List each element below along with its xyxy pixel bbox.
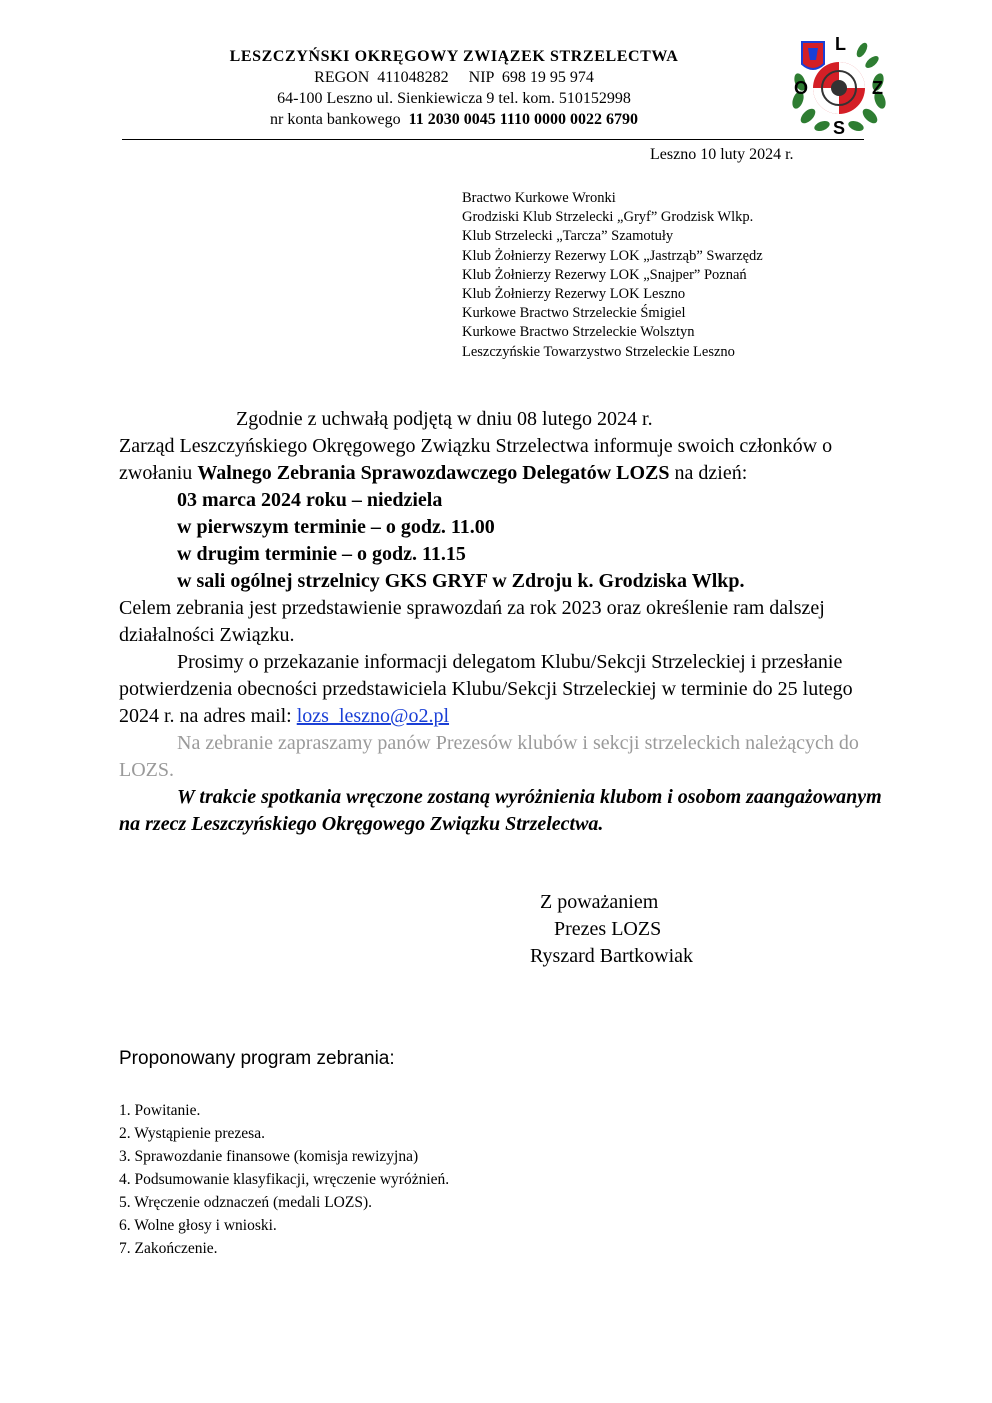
logo-letter-l: L: [835, 34, 846, 54]
announcement-start: Zarząd Leszczyńskiego Okręgowego Związku Strzelectwa informuje swoich członków o zwołaniu: [119, 435, 833, 484]
letterhead: [120, 46, 788, 130]
recipient: Klub Żołnierzy Rezerwy LOK Leszno: [462, 286, 686, 303]
request-text: Prosimy o przekazanie informacji delegatom Klubu/Sekcji Strzeleckiej i przesłanie potwierdzenia obecności przedstawiciela Klubu/Sekcji Strzeleckiej w terminie do 25 lutego 2024 r. na adres mail:: [119, 651, 853, 727]
program-list: [119, 1099, 449, 1260]
letter-date: Leszno 10 luty 2024 r.: [650, 146, 794, 163]
bank-account: [120, 109, 788, 130]
second-term: w drugim terminie – o godz. 11.15: [177, 543, 466, 565]
program-item: 5. Wręczenie odznaczeń (medali LOZS).: [119, 1194, 372, 1211]
program-title: Proponowany program zebrania:: [119, 1048, 395, 1069]
recipient: Bractwo Kurkowe Wronki: [462, 190, 616, 206]
signature-role: Prezes LOZS: [554, 918, 662, 940]
program-item: 4. Podsumowanie klasyfikacji, wręczenie wyróżnień.: [119, 1171, 450, 1188]
recipient: Klub Żołnierzy Rezerwy LOK „Jastrząb” Swarzędz: [462, 247, 763, 264]
program-item: 3. Sprawozdanie finansowe (komisja rewizyjna): [119, 1148, 419, 1165]
lozs-logo: [786, 34, 892, 138]
org-address: 64-100 Leszno ul. Sienkiewicza 9 tel. kom. 510152998: [277, 90, 631, 107]
recipient: Klub Żołnierzy Rezerwy LOK „Snajper” Poznań: [462, 266, 747, 283]
signature-block: [530, 889, 693, 970]
awards-paragraph: W trakcie spotkania wręczone zostaną wyróżnienia klubom i osobom zaangażowanym na rzecz Leszczyńskiego Okręgowego Związku Strzelectwa.: [119, 786, 882, 835]
bank-number: 11 2030 0045 1110 0000 0022 6790: [408, 111, 638, 128]
request-paragraph: [119, 649, 889, 730]
program-item: 6. Wolne głosy i wnioski.: [119, 1217, 277, 1234]
signature-name: Ryszard Bartkowiak: [530, 945, 694, 967]
regon-nip: REGON 411048282 NIP 698 19 95 974: [314, 69, 594, 86]
header-divider: [122, 139, 864, 140]
email-link[interactable]: lozs_leszno@o2.pl: [296, 705, 450, 727]
org-name: LESZCZYŃSKI OKRĘGOWY ZWIĄZEK STRZELECTWA: [229, 48, 679, 65]
program-item: 1. Powitanie.: [119, 1102, 201, 1119]
meeting-name: Walnego Zebrania Sprawozdawczego Delegatów LOZS: [197, 462, 670, 484]
target-icon: [813, 62, 865, 114]
recipient: Klub Strzelecki „Tarcza” Szamotuły: [462, 228, 674, 245]
first-term: w pierwszym terminie – o godz. 11.00: [177, 516, 495, 538]
letter-body: [119, 406, 889, 838]
invitation-paragraph: Na zebranie zapraszamy panów Prezesów klubów i sekcji strzeleckich należących do LOZS.: [119, 732, 859, 781]
meeting-location: w sali ogólnej strzelnicy GKS GRYF w Zdroju k. Grodziska Wlkp.: [177, 570, 745, 592]
recipient: Leszczyńskie Towarzystwo Strzeleckie Leszno: [462, 343, 735, 360]
logo-letter-o: O: [794, 78, 809, 98]
logo-letter-s: S: [833, 118, 846, 138]
purpose-paragraph: Celem zebrania jest przedstawienie sprawozdań za rok 2023 oraz określenie ram dalszej działalności Związku.: [119, 597, 825, 646]
announcement-end: na dzień:: [669, 462, 748, 484]
bank-label: nr konta bankowego: [270, 111, 401, 128]
meeting-date: 03 marca 2024 roku – niedziela: [177, 489, 443, 511]
program-item: 2. Wystąpienie prezesa.: [119, 1125, 265, 1142]
recipient: Grodziski Klub Strzelecki „Gryf” Grodzisk Wlkp.: [462, 209, 754, 226]
recipient: Kurkowe Bractwo Strzeleckie Wolsztyn: [462, 324, 695, 341]
logo-letter-z: Z: [872, 78, 883, 98]
recipient: Kurkowe Bractwo Strzeleckie Śmigiel: [462, 305, 686, 322]
announcement-paragraph: [119, 433, 889, 487]
signature-greeting: Z poważaniem: [540, 891, 659, 913]
intro-line: Zgodnie z uchwałą podjętą w dniu 08 lutego 2024 r.: [236, 408, 653, 430]
program-item: 7. Zakończenie.: [119, 1240, 218, 1257]
recipients-list: [462, 189, 763, 362]
